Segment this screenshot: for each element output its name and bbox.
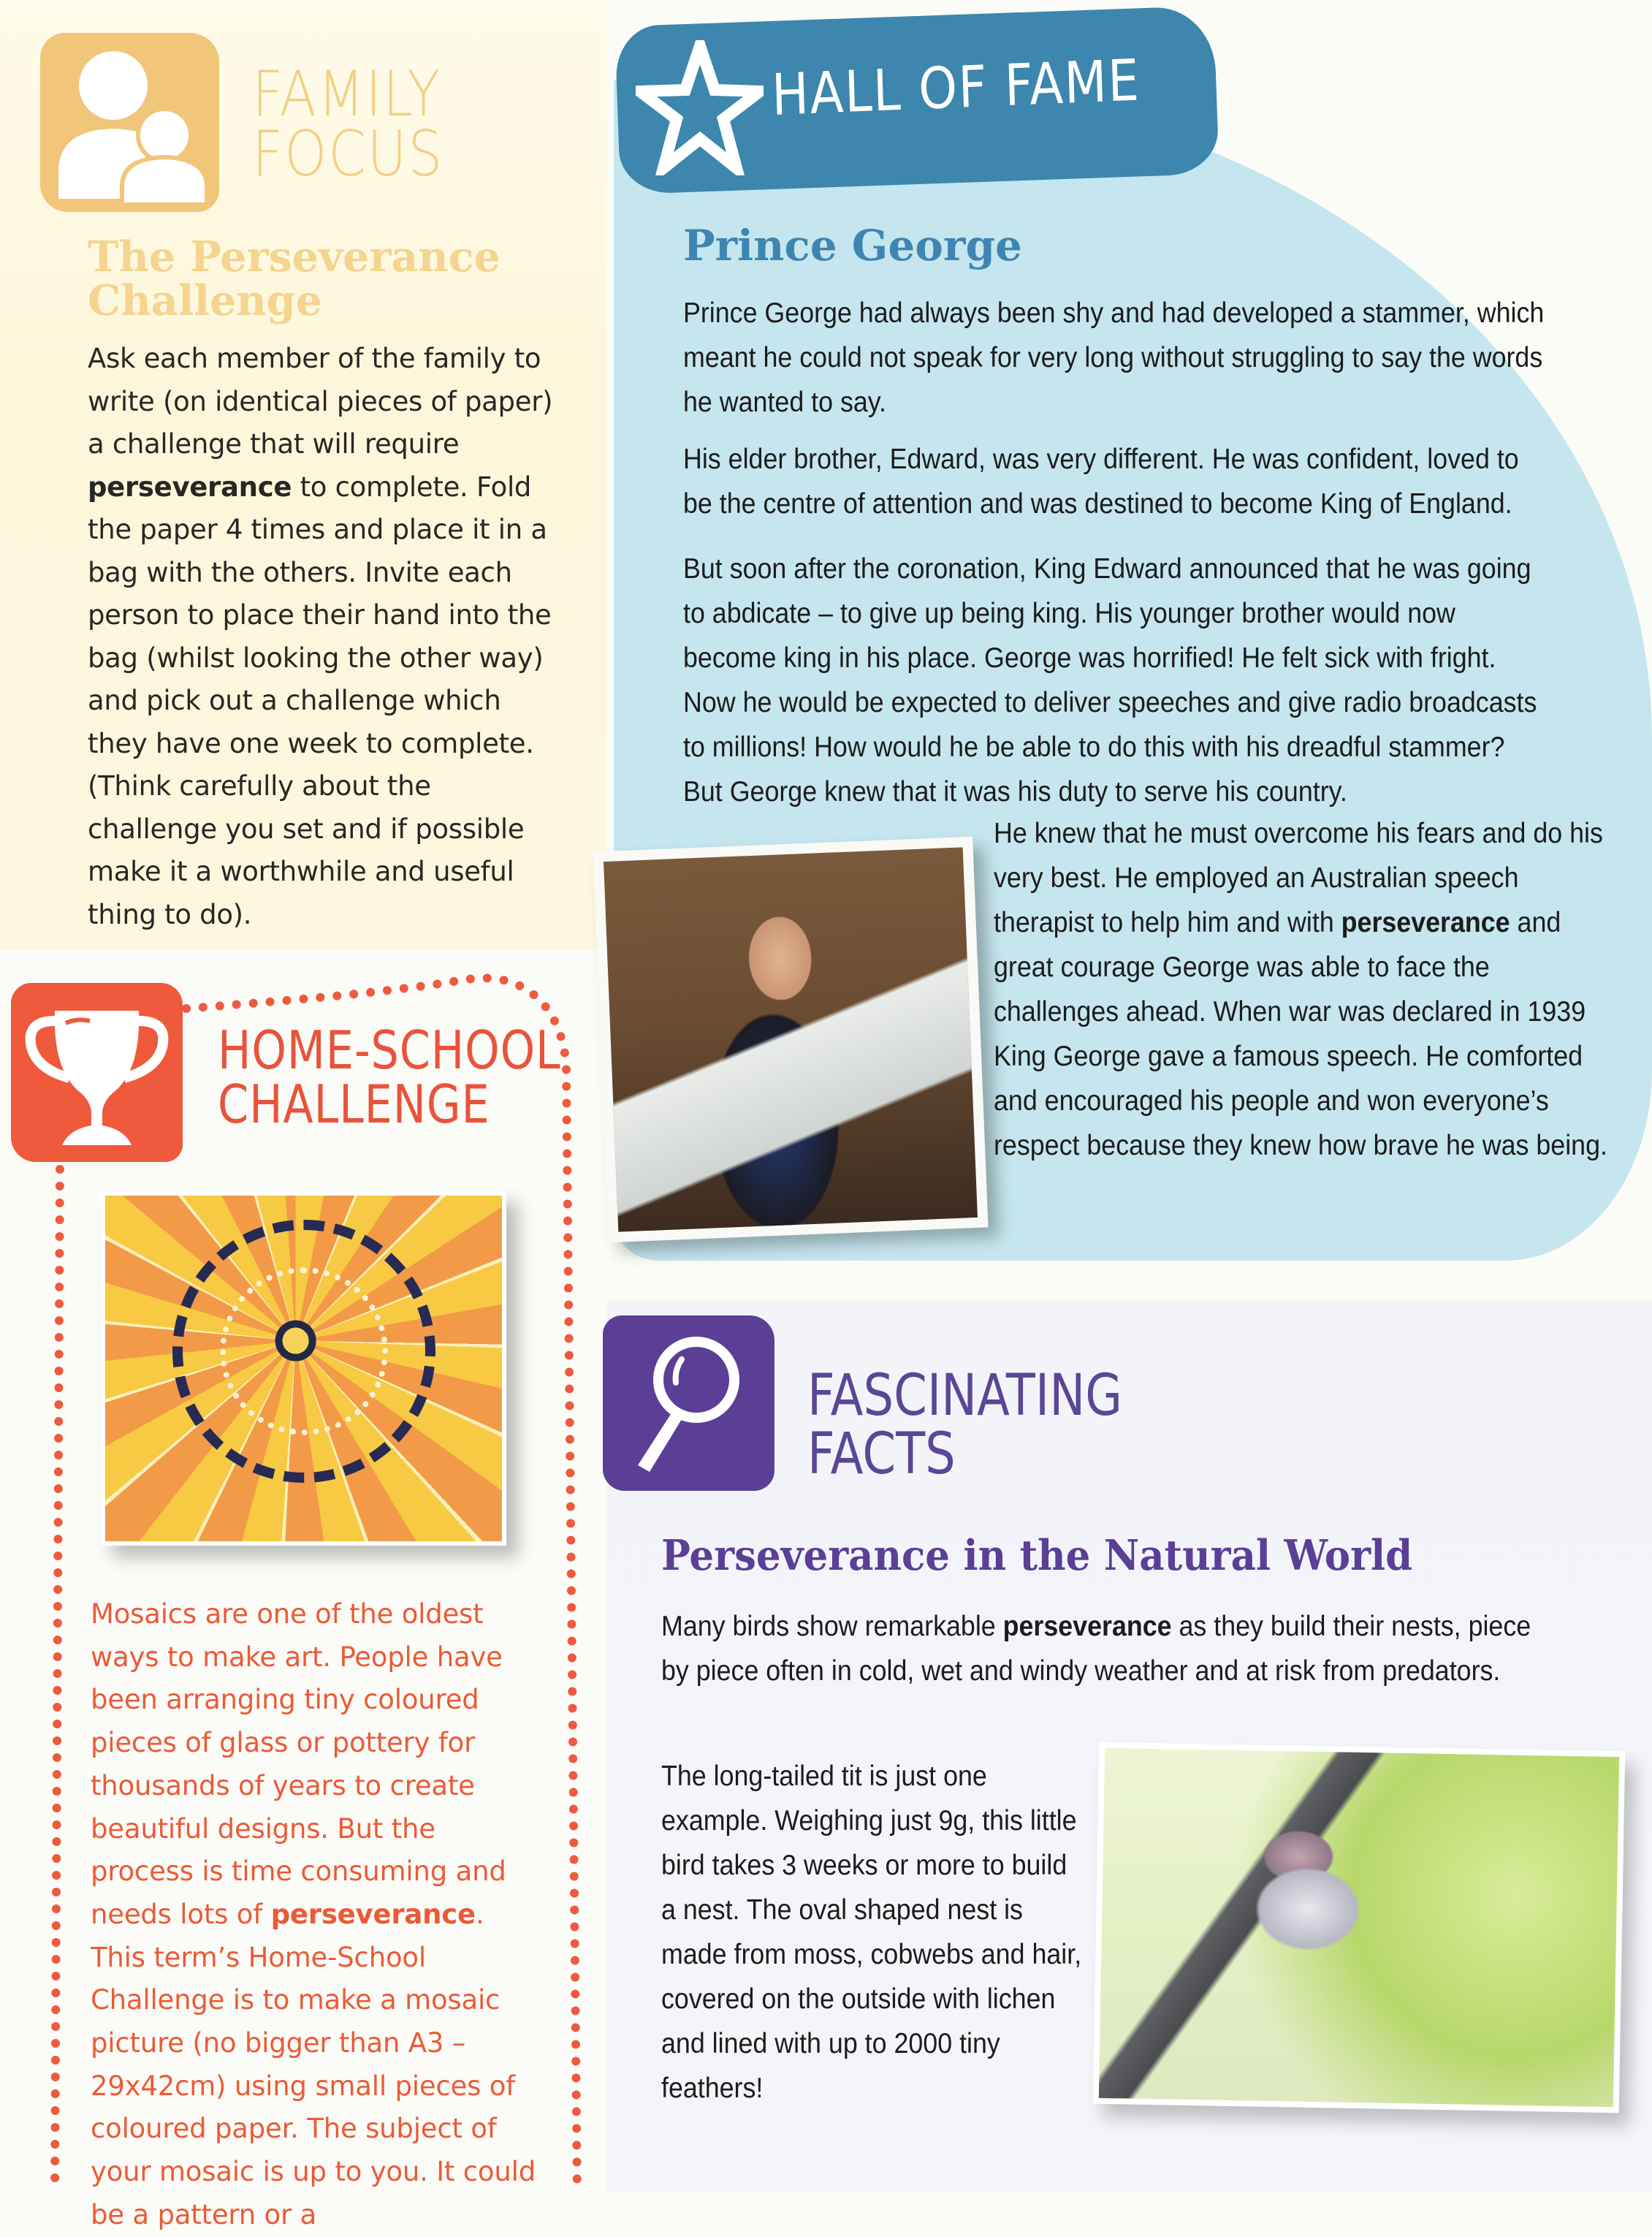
keyword-perseverance: perseverance: [88, 471, 292, 503]
mosaic-photo: [101, 1191, 506, 1546]
hall-of-fame-title: HALL OF FAME: [771, 48, 1141, 129]
home-school-title-line2: CHALLENGE: [218, 1074, 490, 1135]
family-people-icon: [40, 33, 219, 212]
natural-world-heading: Perseverance in the Natural World: [661, 1531, 1413, 1580]
hof-paragraph-3: But soon after the coronation, King Edward announced that he was going to abdicate – to give up being king. His younger brother would now become king in his place. George was horrified! He felt sick with fright. Now he would be expected to deliver speeches and give radio broadcasts to millions! How would he be able to do this with his dreadful stammer? But George knew that it was his duty to serve his country.: [683, 553, 1537, 808]
ff-title-line2: FACTS: [807, 1421, 956, 1487]
keyword-perseverance: perseverance: [1341, 907, 1510, 938]
hof-paragraph-2: His elder brother, Edward, was very different. He was confident, loved to be the centre of attention and was destined to become King of England.: [683, 444, 1519, 520]
long-tailed-tit-photo: [1093, 1742, 1626, 2113]
star-icon: [636, 40, 764, 175]
portrait-image: [604, 847, 978, 1231]
mosaic-image: [105, 1196, 502, 1541]
king-george-portrait: [593, 837, 988, 1242]
home-school-title-line1: HOME-SCHOOL: [218, 1019, 561, 1081]
home-school-title: [218, 1019, 561, 1135]
hof-paragraph-1: Prince George had always been shy and had developed a stammer, which meant he could not speak for very long without struggling to say the words he wanted to say.: [683, 297, 1545, 418]
family-focus-title: [252, 58, 444, 191]
keyword-perseverance: perseverance: [1002, 1611, 1172, 1642]
prince-george-heading: Prince George: [683, 221, 1022, 270]
home-school-body: Mosaics are one of the oldest ways to make art. People have been arranging tiny coloured pieces of glass or pottery for thousands of years to create beautiful designs. But the process is time consuming and needs lots of perseverance. This term’s Home-School Challenge is to make a mosaic picture (no bigger than A3 – 29x42cm) using small pieces of coloured paper. The subject of your mosaic is up to you. It could be a pattern or a: [91, 1598, 536, 2230]
trophy-icon: [11, 983, 183, 1162]
family-title-line1: FAMILY: [252, 58, 441, 131]
ff-body-paragraph: The long-tailed tit is just one example. Weighing just 9g, this little bird takes 3 weeks or more to build a nest. The oval shaped nest is made from moss, cobwebs and hair, covered on the outside with lichen and lined with up to 2000 tiny feathers!: [661, 1761, 1082, 2104]
ff-intro-paragraph: Many birds show remarkable perseverance as they build their nests, piece by piece often in cold, wet and windy weather and at risk from predators.: [661, 1611, 1531, 1687]
hof-paragraph-4: He knew that he must overcome his fears and do his very best. He employed an Australian speech therapist to help him and with perseverance and great courage George was able to face the challenges ahead. When war was declared in 1939 King George gave a famous speech. He comforted and encouraged his people and won everyone’s respect because they knew how brave he was being.: [994, 818, 1607, 1161]
fascinating-facts-title: [807, 1363, 1123, 1487]
ff-title-line1: FASCINATING: [807, 1363, 1123, 1429]
keyword-perseverance: perseverance: [270, 1898, 476, 1930]
magnifying-glass-icon: [603, 1315, 774, 1491]
family-challenge-body: Ask each member of the family to write (on identical pieces of paper) a challenge that will require perseverance to complete. Fold the paper 4 times and place it in a bag with the others. Invite each person to place their hand into the bag (whilst looking the other way) and pick out a challenge which they have one week to complete. (Think carefully about the challenge you set and if possible make it a worthwhile and useful thing to do).: [88, 343, 553, 930]
mosaic-inner-ring: [220, 1267, 388, 1435]
family-title-line2: FOCUS: [252, 118, 444, 191]
family-challenge-heading: The Perseverance Challenge: [88, 232, 500, 325]
bird-image: [1099, 1748, 1619, 2107]
